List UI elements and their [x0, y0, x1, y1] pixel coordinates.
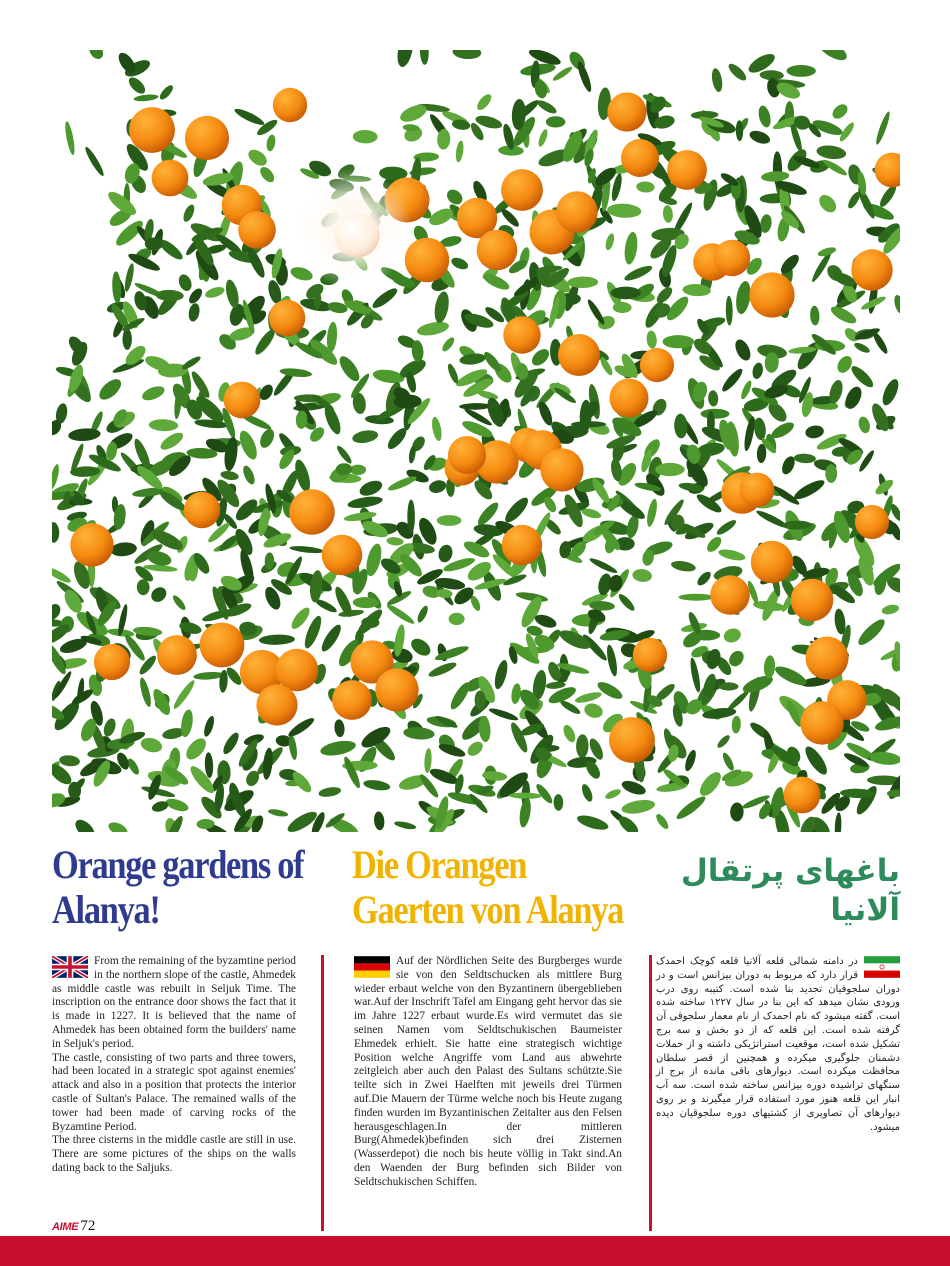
- page-footer: [52, 1217, 95, 1235]
- column-persian: [656, 955, 900, 1134]
- column-english: [52, 955, 296, 1176]
- title-persian: باغهای پرتقال آلانیا: [680, 853, 900, 928]
- paragraph-fa-1: در دامنه شمالی قلعه آلانیا قلعه کوچک احمدک قرار دارد که مربوط به دوران بیزانس است و در دوران سلجوقیان تجدید بنا شده است. کتیبه روی درب ورودی نشان میدهد که این بنا در سال ۱۲۲۷ ساخته شده است. گفته میشود که نام احمدک از نام معمار سلجوقی آن گرفته شده است. این قلعه که از دو بخش و سه برج تشکیل شده است، موقعیت استراتژیکی داشته و از حملات دشمنان جلوگیری میکرده و همچنین از قصر سلطان محافظت میکرده است. دیوارهای باقی مانده از برج از سنگهای تراشیده دوره بیزانس ساخته شده است. سه آب انبار این قلعه هنوز مورد استفاده قرار میگیرند و بر روی دیوارهای آن تصاویری از کشتیهای دوره سلجوقیان دیده میشود.: [656, 956, 900, 1133]
- column-german: [354, 955, 622, 1190]
- title-german: Die Orangen Gaerten von Alanya: [352, 842, 624, 932]
- orange-tree-photo: [52, 50, 900, 832]
- uk-flag-icon: [52, 956, 88, 978]
- paragraph-de-1: Auf der Nördlichen Seite des Burgberges wurde sie von den Seldtschucken als mittlere Burg wieder erbaut welche von den Byzantinern übergeblieben war.Auf der Inschrift Tafel am Eingang geht hervor das sie im Jahre 1227 erbaut wurde.Es wird vermutet das sie seinen Namen vom Seldtschukischen Baumeister Ehmedek erhielt. Sie hatte eine strategisch wichtige Position welche Angriffe vom Land aus abwehrte zeitgleich aber auch den Palast des Sultans schützte.Sie teilte sich in Zwei Haelften mit jeweils drei Türmen auf.Die Mauern der Türme welche noch bis Heute zugang finden wurden im Byzantinischen Zeitalter aus den Felsen herausgeschlagen.In der mittleren Burg(Ahmedek)befinden sich drei Zisternen (Wasserdepot) die noch bis heute völlig in Takt sind.An den Waenden der Burg befinden sich Bilder von Seldtschukischen Schiffen.: [354, 955, 622, 1188]
- iran-flag-icon: [864, 956, 900, 978]
- germany-flag-icon: [354, 956, 390, 978]
- column-divider: [321, 955, 324, 1231]
- column-divider: [649, 955, 652, 1231]
- paragraph-en-3: The three cisterns in the middle castle are still in use. There are some pictures of the ships on the walls dating back to the Saljuks.: [52, 1134, 296, 1174]
- page-number: 72: [80, 1218, 96, 1234]
- title-english: Orange gardens of Alanya!: [52, 842, 304, 932]
- magazine-logo: AIME: [52, 1221, 79, 1233]
- paragraph-en-2: The castle, consisting of two parts and three towers, had been located in a strategic spot against enemies' attack and also in a position that protects the interior castle of Sultan's Palace. The remained walls of the tower had been made of carving rocks of the Byzamtine Period.: [52, 1051, 296, 1133]
- paragraph-en-1: From the remaining of the byzamtine period in the northern slope of the castle, Ahmedek as middle castle was rebuilt in Seljuk Time. The inscription on the entrance door shows the fact that it is made in 1227. It is believed that the name of Ahmedek has been obtained form the builders' name in Seljuk's period.: [52, 955, 296, 1050]
- footer-bar: [0, 1236, 950, 1266]
